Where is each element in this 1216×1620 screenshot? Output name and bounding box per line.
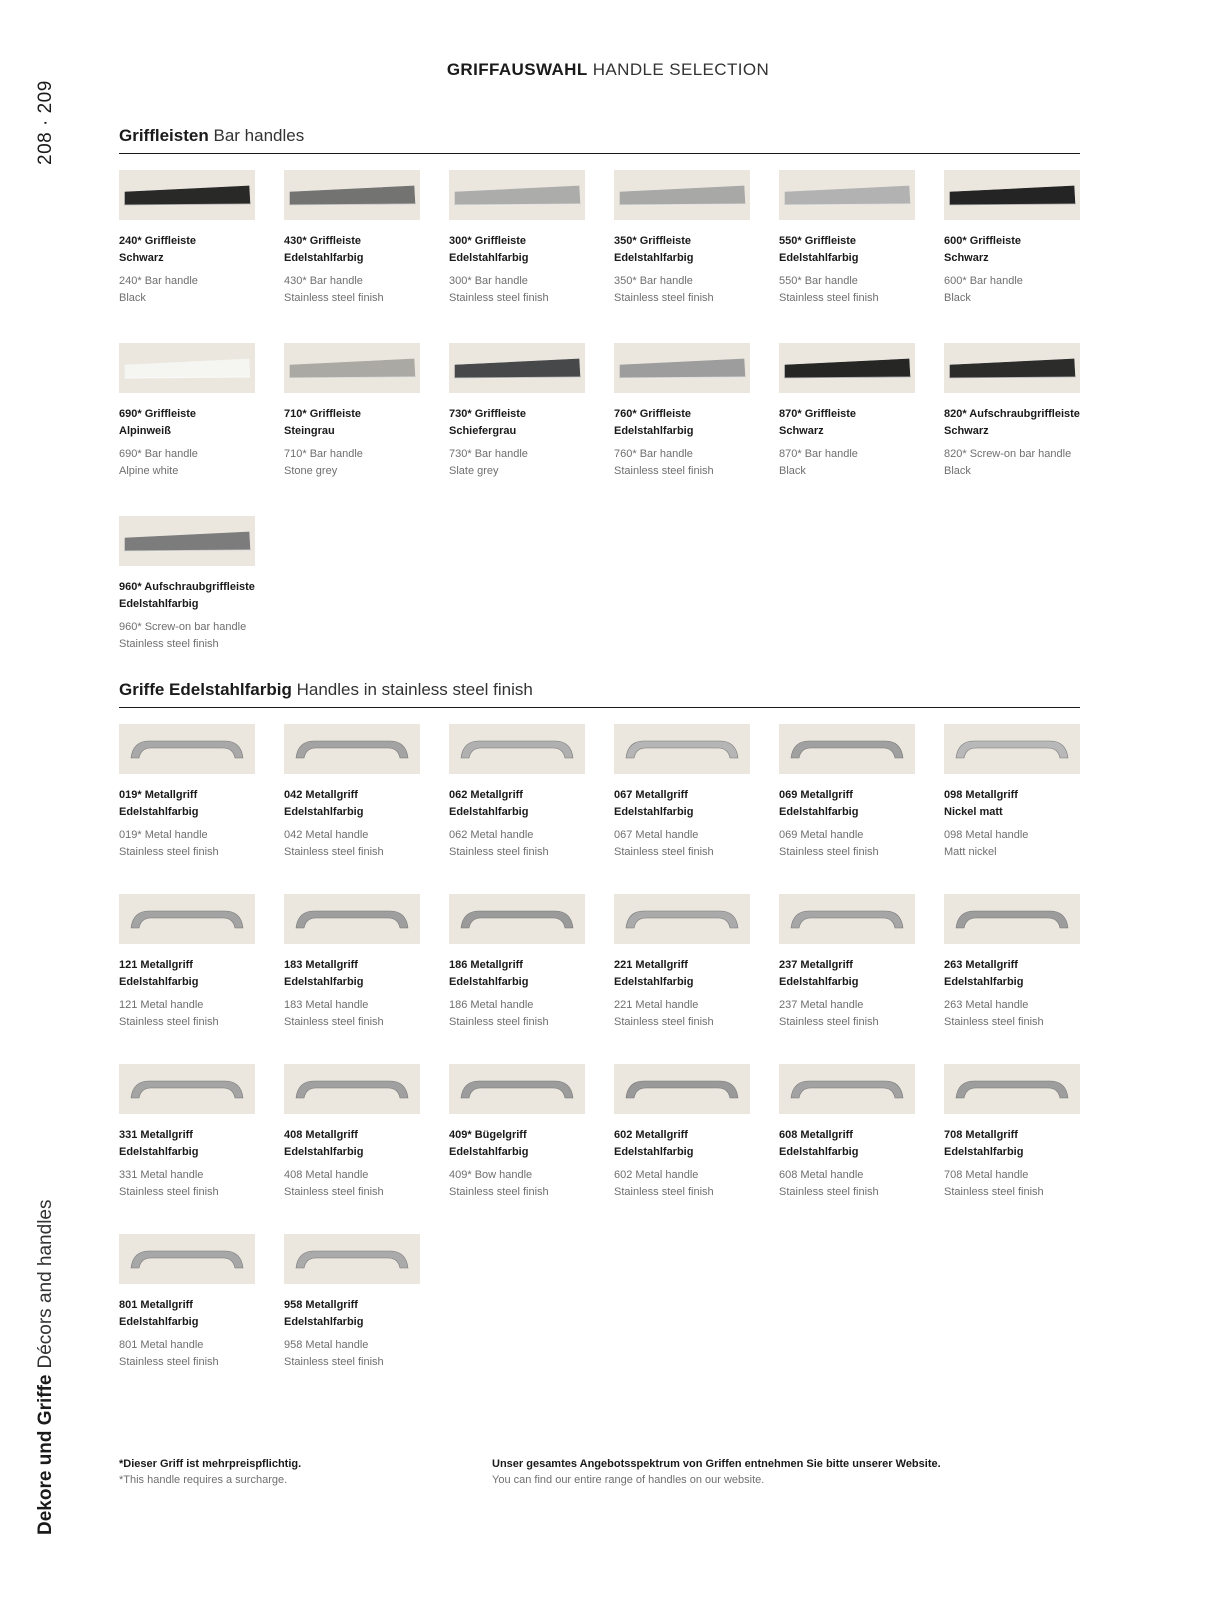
product-name-en <box>119 1167 255 1201</box>
bar-handle-icon <box>779 343 915 393</box>
product-name-en <box>449 827 585 861</box>
metal-handle-icon <box>614 894 750 944</box>
product-name-de <box>614 787 750 821</box>
product-code-de: 237 Metallgriff <box>779 959 853 971</box>
product-card <box>284 1064 420 1234</box>
product-name-de <box>284 406 420 440</box>
product-code-en: 690* Bar handle <box>119 448 198 460</box>
product-name-de <box>449 406 585 440</box>
product-code-en: 240* Bar handle <box>119 275 198 287</box>
metal-handle-icon <box>284 894 420 944</box>
surcharge-note-de: *Dieser Griff ist mehrpreispflichtig. <box>119 1458 302 1470</box>
bar-handle-icon <box>449 343 585 393</box>
product-name-en <box>614 827 750 861</box>
product-finish-en: Stainless steel finish <box>449 1186 549 1198</box>
product-code-de: 550* Griffleiste <box>779 235 857 247</box>
product-finish-de: Schiefergrau <box>449 425 517 437</box>
product-code-de: 958 Metallgriff <box>284 1299 358 1311</box>
product-finish-de: Edelstahlfarbig <box>779 252 859 264</box>
product-card <box>449 724 585 894</box>
product-name-en <box>119 997 255 1031</box>
product-code-de: 820* Aufschraubgriffleiste <box>944 408 1080 420</box>
product-finish-de: Edelstahlfarbig <box>779 1146 859 1158</box>
product-finish-en: Black <box>944 292 971 304</box>
product-name-en <box>119 1337 255 1371</box>
product-finish-en: Stainless steel finish <box>284 846 384 858</box>
product-finish-en: Stainless steel finish <box>614 465 714 477</box>
product-code-en: 069 Metal handle <box>779 829 864 841</box>
metal-handle-icon <box>449 1064 585 1114</box>
product-card <box>614 170 750 343</box>
product-finish-de: Edelstahlfarbig <box>119 1146 199 1158</box>
metal-handle-icon <box>779 724 915 774</box>
product-card <box>449 1064 585 1234</box>
product-name-de <box>779 233 915 267</box>
product-finish-de: Edelstahlfarbig <box>284 1316 364 1328</box>
product-finish-de: Edelstahlfarbig <box>944 1146 1024 1158</box>
product-finish-de: Edelstahlfarbig <box>449 1146 529 1158</box>
product-code-en: 237 Metal handle <box>779 999 864 1011</box>
product-card <box>614 1064 750 1234</box>
website-note-en: You can find our entire range of handles on our website. <box>492 1474 765 1486</box>
product-code-de: 710* Griffleiste <box>284 408 362 420</box>
bar-handle-grid <box>119 170 1080 689</box>
product-code-en: 331 Metal handle <box>119 1169 204 1181</box>
product-card <box>449 170 585 343</box>
product-card <box>284 724 420 894</box>
product-card <box>119 894 255 1064</box>
product-code-de: 121 Metallgriff <box>119 959 193 971</box>
product-name-en <box>284 273 420 307</box>
product-finish-en: Stainless steel finish <box>779 1016 879 1028</box>
metal-handle-icon <box>944 1064 1080 1114</box>
product-name-de <box>944 957 1080 991</box>
product-card <box>284 894 420 1064</box>
product-name-en <box>779 997 915 1031</box>
product-finish-de: Edelstahlfarbig <box>449 976 529 988</box>
product-finish-en: Stainless steel finish <box>284 292 384 304</box>
metal-handle-icon <box>944 724 1080 774</box>
product-code-en: 708 Metal handle <box>944 1169 1029 1181</box>
product-finish-de: Edelstahlfarbig <box>284 1146 364 1158</box>
product-finish-de: Edelstahlfarbig <box>614 425 694 437</box>
product-code-de: 183 Metallgriff <box>284 959 358 971</box>
product-finish-en: Stainless steel finish <box>119 638 219 650</box>
metal-handle-icon <box>614 1064 750 1114</box>
product-card <box>944 170 1080 343</box>
product-finish-en: Stainless steel finish <box>119 1356 219 1368</box>
product-name-de <box>614 957 750 991</box>
product-name-en <box>779 1167 915 1201</box>
product-name-en <box>449 997 585 1031</box>
product-code-en: 408 Metal handle <box>284 1169 369 1181</box>
product-finish-en: Stainless steel finish <box>614 1016 714 1028</box>
product-name-de <box>944 787 1080 821</box>
product-code-en: 350* Bar handle <box>614 275 693 287</box>
product-code-en: 430* Bar handle <box>284 275 363 287</box>
website-note-de: Unser gesamtes Angebotsspektrum von Griffen entnehmen Sie bitte unserer Website. <box>492 1458 941 1470</box>
product-code-en: 600* Bar handle <box>944 275 1023 287</box>
product-finish-en: Stainless steel finish <box>119 1186 219 1198</box>
product-finish-de: Edelstahlfarbig <box>779 806 859 818</box>
product-finish-en: Stainless steel finish <box>284 1356 384 1368</box>
product-finish-de: Schwarz <box>944 425 989 437</box>
product-finish-de: Schwarz <box>119 252 164 264</box>
section-heading-light: Bar handles <box>213 126 305 145</box>
product-code-de: 067 Metallgriff <box>614 789 688 801</box>
bar-handle-icon <box>119 343 255 393</box>
product-card <box>119 1234 255 1404</box>
product-name-en <box>119 446 255 480</box>
website-note <box>492 1456 941 1488</box>
product-code-en: 608 Metal handle <box>779 1169 864 1181</box>
metal-handle-icon <box>119 894 255 944</box>
product-finish-en: Stainless steel finish <box>614 292 714 304</box>
product-finish-en: Stainless steel finish <box>284 1186 384 1198</box>
product-code-en: 067 Metal handle <box>614 829 699 841</box>
product-card <box>779 1064 915 1234</box>
product-finish-en: Black <box>944 465 971 477</box>
product-finish-de: Edelstahlfarbig <box>944 976 1024 988</box>
product-name-en <box>284 1167 420 1201</box>
bar-handle-icon <box>944 170 1080 220</box>
metal-handle-icon <box>614 724 750 774</box>
product-name-en <box>614 1167 750 1201</box>
product-card <box>614 343 750 516</box>
page-title-light: HANDLE SELECTION <box>592 60 770 79</box>
product-name-de <box>944 406 1080 440</box>
product-code-de: 350* Griffleiste <box>614 235 692 247</box>
product-code-de: 602 Metallgriff <box>614 1129 688 1141</box>
product-code-en: 801 Metal handle <box>119 1339 204 1351</box>
product-name-en <box>779 273 915 307</box>
product-finish-de: Alpinweiß <box>119 425 171 437</box>
product-finish-de: Edelstahlfarbig <box>119 976 199 988</box>
product-name-de <box>284 957 420 991</box>
page-title <box>0 60 1216 80</box>
product-finish-en: Stainless steel finish <box>119 846 219 858</box>
product-card <box>284 343 420 516</box>
product-card <box>779 343 915 516</box>
product-code-de: 221 Metallgriff <box>614 959 688 971</box>
product-finish-en: Black <box>119 292 146 304</box>
product-finish-de: Edelstahlfarbig <box>119 806 199 818</box>
product-name-de <box>614 233 750 267</box>
product-card <box>449 894 585 1064</box>
product-finish-de: Nickel matt <box>944 806 1003 818</box>
section-heading-light: Handles in stainless steel finish <box>296 680 533 699</box>
product-code-de: 069 Metallgriff <box>779 789 853 801</box>
product-card <box>944 894 1080 1064</box>
product-name-en <box>944 1167 1080 1201</box>
product-name-de <box>284 233 420 267</box>
product-finish-de: Edelstahlfarbig <box>449 252 529 264</box>
product-finish-en: Stainless steel finish <box>779 846 879 858</box>
bar-handle-icon <box>614 170 750 220</box>
metal-handle-icon <box>779 894 915 944</box>
product-card <box>779 894 915 1064</box>
product-name-de <box>779 406 915 440</box>
product-name-de <box>779 787 915 821</box>
product-finish-de: Edelstahlfarbig <box>284 252 364 264</box>
product-finish-en: Stainless steel finish <box>779 292 879 304</box>
product-name-de <box>119 787 255 821</box>
product-name-de <box>449 957 585 991</box>
product-code-de: 730* Griffleiste <box>449 408 527 420</box>
product-card <box>449 343 585 516</box>
product-code-en: 062 Metal handle <box>449 829 534 841</box>
product-finish-en: Black <box>779 465 806 477</box>
bar-handle-icon <box>779 170 915 220</box>
bar-handle-icon <box>449 170 585 220</box>
product-finish-de: Edelstahlfarbig <box>449 806 529 818</box>
product-code-de: 608 Metallgriff <box>779 1129 853 1141</box>
product-code-de: 430* Griffleiste <box>284 235 362 247</box>
surcharge-note <box>119 1456 301 1488</box>
product-finish-en: Matt nickel <box>944 846 997 858</box>
product-code-en: 710* Bar handle <box>284 448 363 460</box>
metal-handle-icon <box>284 724 420 774</box>
product-code-de: 801 Metallgriff <box>119 1299 193 1311</box>
section-bar-handles <box>119 126 1080 689</box>
product-name-de <box>284 1297 420 1331</box>
product-finish-en: Stainless steel finish <box>614 846 714 858</box>
product-name-en <box>119 827 255 861</box>
product-code-de: 019* Metallgriff <box>119 789 198 801</box>
product-finish-de: Edelstahlfarbig <box>284 976 364 988</box>
section-metal-handles <box>119 680 1080 1404</box>
page-title-bold: GRIFFAUSWAHL <box>446 60 588 79</box>
product-code-de: 300* Griffleiste <box>449 235 527 247</box>
product-card <box>779 724 915 894</box>
product-name-en <box>284 1337 420 1371</box>
product-code-de: 870* Griffleiste <box>779 408 857 420</box>
product-finish-de: Edelstahlfarbig <box>119 598 199 610</box>
product-code-en: 042 Metal handle <box>284 829 369 841</box>
chapter-label-light: Décors and handles <box>35 1199 56 1369</box>
product-code-de: 331 Metallgriff <box>119 1129 193 1141</box>
product-name-en <box>779 827 915 861</box>
product-code-en: 550* Bar handle <box>779 275 858 287</box>
metal-handle-icon <box>779 1064 915 1114</box>
product-card <box>779 170 915 343</box>
product-code-en: 870* Bar handle <box>779 448 858 460</box>
product-name-en <box>449 1167 585 1201</box>
product-code-en: 186 Metal handle <box>449 999 534 1011</box>
metal-handle-icon <box>449 724 585 774</box>
product-code-de: 760* Griffleiste <box>614 408 692 420</box>
product-finish-en: Stainless steel finish <box>449 292 549 304</box>
product-name-en <box>119 273 255 307</box>
product-card <box>119 516 255 689</box>
product-code-de: 409* Bügelgriff <box>449 1129 527 1141</box>
product-name-de <box>614 406 750 440</box>
bar-handle-icon <box>944 343 1080 393</box>
section-heading <box>119 680 1080 708</box>
product-finish-en: Stainless steel finish <box>119 1016 219 1028</box>
product-code-en: 300* Bar handle <box>449 275 528 287</box>
product-card <box>614 724 750 894</box>
product-code-en: 820* Screw-on bar handle <box>944 448 1072 460</box>
product-name-en <box>779 446 915 480</box>
product-code-de: 408 Metallgriff <box>284 1129 358 1141</box>
product-code-en: 098 Metal handle <box>944 829 1029 841</box>
product-code-en: 602 Metal handle <box>614 1169 699 1181</box>
product-name-en <box>284 827 420 861</box>
product-code-en: 958 Metal handle <box>284 1339 369 1351</box>
metal-handle-icon <box>449 894 585 944</box>
product-name-en <box>449 446 585 480</box>
product-finish-en: Stainless steel finish <box>449 1016 549 1028</box>
product-code-de: 098 Metallgriff <box>944 789 1018 801</box>
product-name-de <box>119 579 255 613</box>
product-name-en <box>449 273 585 307</box>
metal-handle-grid <box>119 724 1080 1404</box>
bar-handle-icon <box>119 170 255 220</box>
product-name-de <box>119 406 255 440</box>
product-name-en <box>119 619 255 653</box>
product-card <box>284 1234 420 1404</box>
product-name-en <box>614 446 750 480</box>
product-finish-en: Slate grey <box>449 465 499 477</box>
product-finish-en: Stainless steel finish <box>944 1186 1044 1198</box>
bar-handle-icon <box>614 343 750 393</box>
section-heading-bold: Griffe Edelstahlfarbig <box>119 680 292 699</box>
product-finish-de: Edelstahlfarbig <box>119 1316 199 1328</box>
product-name-en <box>284 446 420 480</box>
product-name-de <box>779 1127 915 1161</box>
product-code-de: 960* Aufschraubgriffleiste <box>119 581 255 593</box>
product-finish-de: Edelstahlfarbig <box>614 976 694 988</box>
product-finish-en: Stainless steel finish <box>779 1186 879 1198</box>
product-card <box>284 170 420 343</box>
product-name-de <box>119 1127 255 1161</box>
bar-handle-icon <box>284 343 420 393</box>
product-name-de <box>779 957 915 991</box>
product-code-en: 409* Bow handle <box>449 1169 533 1181</box>
product-finish-de: Edelstahlfarbig <box>779 976 859 988</box>
product-finish-de: Edelstahlfarbig <box>614 806 694 818</box>
product-name-en <box>284 997 420 1031</box>
product-finish-en: Stainless steel finish <box>284 1016 384 1028</box>
product-name-de <box>449 1127 585 1161</box>
product-name-de <box>119 957 255 991</box>
metal-handle-icon <box>944 894 1080 944</box>
product-code-de: 600* Griffleiste <box>944 235 1022 247</box>
product-card <box>119 1064 255 1234</box>
product-code-en: 730* Bar handle <box>449 448 528 460</box>
product-finish-en: Stone grey <box>284 465 338 477</box>
product-code-de: 042 Metallgriff <box>284 789 358 801</box>
product-name-de <box>944 233 1080 267</box>
product-finish-de: Schwarz <box>944 252 989 264</box>
chapter-label-bold: Dekore und Griffe <box>35 1374 56 1535</box>
product-card <box>119 170 255 343</box>
product-code-en: 019* Metal handle <box>119 829 208 841</box>
product-name-de <box>449 787 585 821</box>
product-finish-en: Stainless steel finish <box>614 1186 714 1198</box>
product-card <box>944 1064 1080 1234</box>
product-finish-de: Steingrau <box>284 425 335 437</box>
product-code-de: 186 Metallgriff <box>449 959 523 971</box>
product-code-de: 708 Metallgriff <box>944 1129 1018 1141</box>
product-card <box>944 343 1080 516</box>
product-name-de <box>284 787 420 821</box>
product-finish-de: Edelstahlfarbig <box>614 252 694 264</box>
product-finish-en: Stainless steel finish <box>449 846 549 858</box>
product-name-en <box>614 997 750 1031</box>
bar-handle-icon <box>284 170 420 220</box>
product-code-en: 121 Metal handle <box>119 999 204 1011</box>
product-code-en: 263 Metal handle <box>944 999 1029 1011</box>
metal-handle-icon <box>284 1064 420 1114</box>
metal-handle-icon <box>119 1234 255 1284</box>
product-name-en <box>944 997 1080 1031</box>
product-code-en: 221 Metal handle <box>614 999 699 1011</box>
product-card <box>119 724 255 894</box>
product-name-de <box>119 233 255 267</box>
product-card <box>944 724 1080 894</box>
metal-handle-icon <box>119 1064 255 1114</box>
product-finish-de: Edelstahlfarbig <box>284 806 364 818</box>
product-finish-de: Edelstahlfarbig <box>614 1146 694 1158</box>
product-card <box>119 343 255 516</box>
section-heading <box>119 126 1080 154</box>
product-code-de: 062 Metallgriff <box>449 789 523 801</box>
product-code-en: 183 Metal handle <box>284 999 369 1011</box>
product-name-en <box>944 273 1080 307</box>
chapter-label <box>35 1200 57 1535</box>
page-numbers: 208 · 209 <box>35 80 56 165</box>
product-finish-en: Alpine white <box>119 465 179 477</box>
product-finish-de: Schwarz <box>779 425 824 437</box>
product-name-de <box>944 1127 1080 1161</box>
metal-handle-icon <box>119 724 255 774</box>
metal-handle-icon <box>284 1234 420 1284</box>
product-name-en <box>944 446 1080 480</box>
product-name-de <box>449 233 585 267</box>
section-heading-bold: Griffleisten <box>119 126 209 145</box>
product-card <box>614 894 750 1064</box>
product-name-de <box>119 1297 255 1331</box>
product-name-de <box>614 1127 750 1161</box>
product-code-en: 960* Screw-on bar handle <box>119 621 247 633</box>
surcharge-note-en: *This handle requires a surcharge. <box>119 1474 288 1486</box>
product-name-en <box>614 273 750 307</box>
product-code-en: 760* Bar handle <box>614 448 693 460</box>
bar-handle-icon <box>119 516 255 566</box>
product-finish-en: Stainless steel finish <box>944 1016 1044 1028</box>
product-code-de: 690* Griffleiste <box>119 408 197 420</box>
product-code-de: 263 Metallgriff <box>944 959 1018 971</box>
product-code-de: 240* Griffleiste <box>119 235 197 247</box>
product-name-en <box>944 827 1080 861</box>
product-name-de <box>284 1127 420 1161</box>
